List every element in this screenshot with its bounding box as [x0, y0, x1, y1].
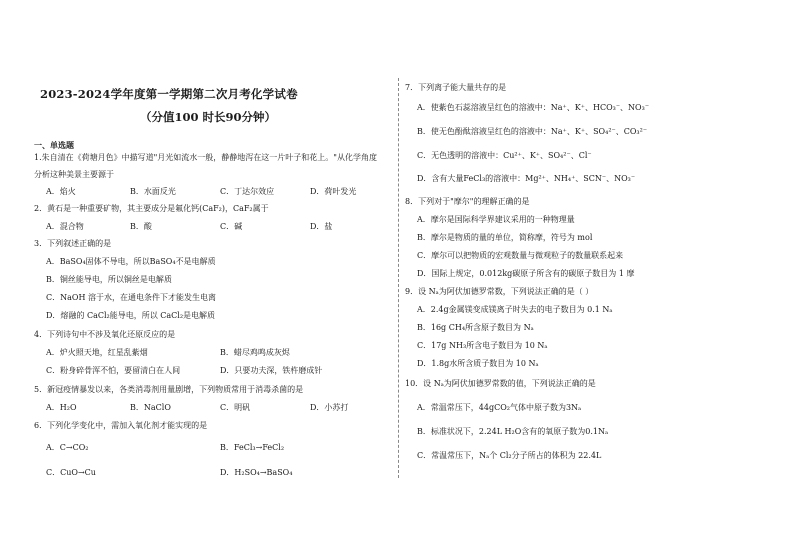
q4-option-b: B．蜡尽鸡鸣成灰烬: [220, 348, 290, 357]
q7-stem: 7．下列离子能大量共存的是: [405, 83, 507, 92]
q8-option-a: A．摩尔是国际科学界建议采用的一种物理量: [417, 215, 575, 224]
q6-option-b: B．FeCl₃→FeCl₂: [220, 443, 285, 452]
q1-option-d: D．荷叶发光: [310, 187, 357, 196]
section-heading: 一、单选题: [34, 140, 74, 150]
q5-option-d: D．小苏打: [310, 403, 349, 412]
q9-option-a: A．2.4g金属镁变成镁离子时失去的电子数目为 0.1 Nₐ: [417, 305, 613, 314]
q6-option-a: A．C→CO₂: [46, 443, 89, 452]
q8-stem: 8．下列对于"摩尔"的理解正确的是: [405, 197, 530, 206]
q5-option-a: A．H₂O: [46, 403, 77, 412]
q7-option-c: C．无色透明的溶液中：Cu²⁺、K⁺、SO₄²⁻、Cl⁻: [417, 151, 592, 160]
q5-option-c: C．明矾: [220, 403, 251, 412]
q2-option-a: A．混合物: [46, 222, 84, 231]
q6-stem: 6．下列化学变化中，需加入氧化剂才能实现的是: [34, 421, 208, 430]
q4-option-d: D．只要功夫深，铁杵磨成针: [220, 366, 323, 375]
left-column: [30, 0, 392, 560]
q8-option-c: C．摩尔可以把物质的宏观数量与微观粒子的数量联系起来: [417, 251, 624, 260]
q10-option-a: A．常温常压下，44gCO₂气体中原子数为3Nₐ: [417, 403, 582, 412]
q3-option-a: A．BaSO₄固体不导电，所以BaSO₄不是电解质: [46, 257, 216, 266]
q8-option-d: D．国际上规定，0.012kg碳原子所含有的碳原子数目为 1 摩: [417, 269, 635, 278]
q2-option-d: D．盐: [310, 222, 333, 231]
q1-stem-line2: 分析这种美景主要源于: [34, 170, 114, 179]
q3-option-c: C．NaOH 溶于水，在通电条件下才能发生电离: [46, 293, 216, 302]
q5-option-b: B．NaClO: [130, 403, 171, 412]
q3-stem: 3．下列叙述正确的是: [34, 239, 112, 248]
q6-option-d: D．H₂SO₄→BaSO₄: [220, 468, 293, 477]
right-column: [405, 0, 770, 560]
q1-stem-line1: 1.朱自清在《荷塘月色》中描写道"月光如流水一般，静静地泻在这一片叶子和花上。"从化学角度: [34, 153, 377, 162]
q10-option-b: B．标准状况下，2.24L H₂O含有的氧原子数为0.1Nₐ: [417, 427, 609, 436]
q1-option-c: C．丁达尔效应: [220, 187, 275, 196]
q1-option-b: B．水面反光: [130, 187, 176, 196]
q4-stem: 4．下列诗句中不涉及氧化还原反应的是: [34, 330, 176, 339]
q9-stem: 9．设 Nₐ为阿伏加德罗常数，下列说法正确的是（ ）: [405, 287, 594, 296]
q2-option-b: B．酸: [130, 222, 152, 231]
q4-option-a: A．炉火照天地，红星乱紫烟: [46, 348, 148, 357]
exam-subtitle: （分值100 时长90分钟）: [140, 110, 277, 124]
q9-option-c: C．17g NH₃所含电子数目为 10 Nₐ: [417, 341, 548, 350]
q4-option-c: C．粉身碎骨浑不怕，要留清白在人间: [46, 366, 181, 375]
q9-option-d: D．1.8g水所含质子数目为 10 Nₐ: [417, 359, 539, 368]
q10-stem: 10．设 Nₐ为阿伏加德罗常数的值，下列说法正确的是: [405, 379, 596, 388]
q9-option-b: B．16g CH₄所含原子数目为 Nₐ: [417, 323, 534, 332]
q7-option-b: B．使无色酚酞溶液呈红色的溶液中：Na⁺、K⁺、SO₄²⁻、CO₃²⁻: [417, 127, 648, 136]
q7-option-d: D．含有大量FeCl₃的溶液中：Mg²⁺、NH₄⁺、SCN⁻、NO₃⁻: [417, 174, 636, 183]
q3-option-d: D．熔融的 CaCl₂能导电，所以 CaCl₂是电解质: [46, 311, 216, 320]
q10-option-c: C．常温常压下，Nₐ个 Cl₂分子所占的体积为 22.4L: [417, 451, 602, 460]
q8-option-b: B．摩尔是物质的量的单位，简称摩，符号为 mol: [417, 233, 593, 242]
exam-title: 2023-2024学年度第一学期第二次月考化学试卷: [40, 87, 298, 101]
q1-option-a: A．焰火: [46, 187, 76, 196]
q2-option-c: C．碱: [220, 222, 243, 231]
q7-option-a: A．使紫色石蕊溶液呈红色的溶液中：Na⁺、K⁺、HCO₃⁻、NO₃⁻: [417, 103, 650, 112]
q6-option-c: C．CuO→Cu: [46, 468, 96, 477]
q5-stem: 5．新冠疫情暴发以来，各类消毒剂用量剧增，下列物质常用于消毒杀菌的是: [34, 385, 304, 394]
q3-option-b: B．铜丝能导电，所以铜丝是电解质: [46, 275, 172, 284]
column-divider: [398, 78, 399, 478]
q2-stem: 2．黄石是一种重要矿物，其主要成分是氟化钙(CaF₂)，CaF₂属于: [34, 204, 269, 213]
